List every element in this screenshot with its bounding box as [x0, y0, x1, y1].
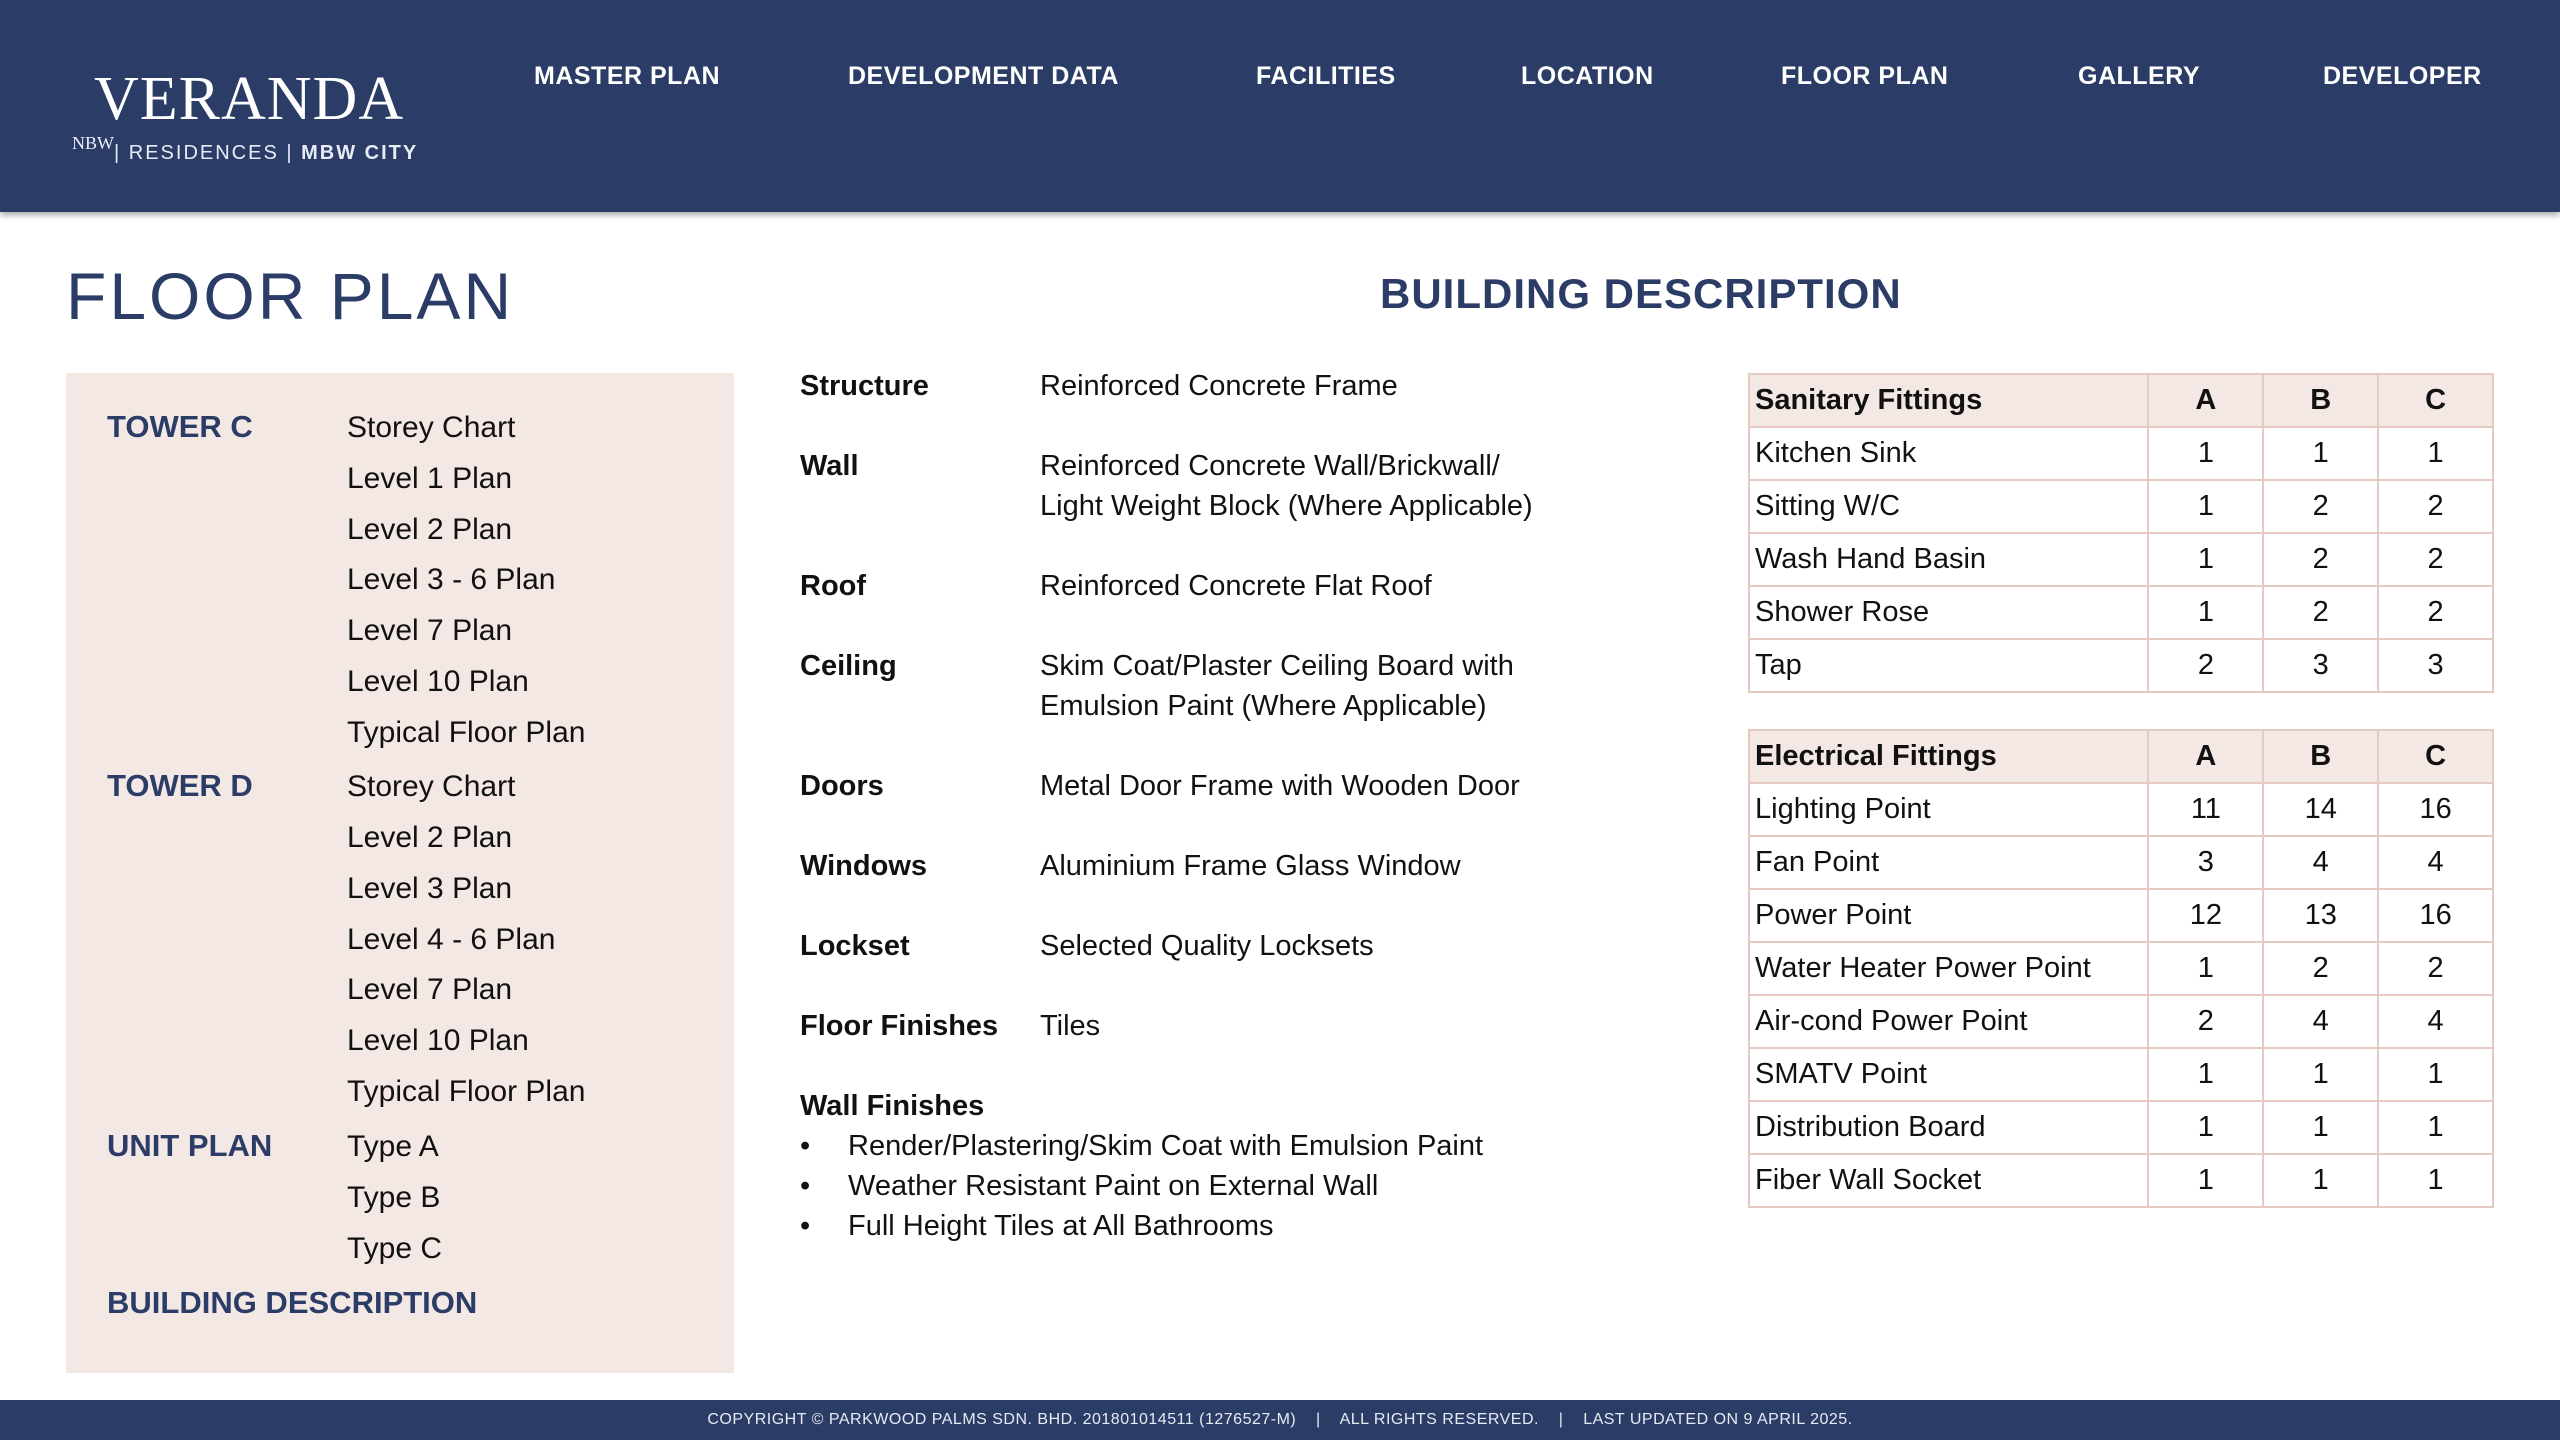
site-footer: [0, 1400, 2560, 1440]
table-row: [1749, 836, 2493, 889]
desc-label-wall: Wall: [800, 450, 859, 482]
sidebar-heading-building-description[interactable]: BUILDING DESCRIPTION: [107, 1285, 478, 1320]
table-cell: 1: [2263, 427, 2378, 480]
table-cell: 16: [2378, 783, 2493, 836]
table-cell: 4: [2378, 995, 2493, 1048]
table-cell: Fan Point: [1749, 836, 2148, 889]
table-cell: 1: [2148, 427, 2263, 480]
table-cell: Sitting W/C: [1749, 480, 2148, 533]
table-header-cell: C: [2378, 730, 2493, 783]
table-cell: 11: [2148, 783, 2263, 836]
table-cell: 4: [2378, 836, 2493, 889]
wall-finish-text: Render/Plastering/Skim Coat with Emulsion Paint: [848, 1130, 1484, 1162]
table-header-cell: A: [2148, 730, 2263, 783]
table-cell: 2: [2378, 942, 2493, 995]
sidebar-link-tower-d-level-2[interactable]: Level 2 Plan: [347, 821, 513, 854]
table-header-row: [1749, 730, 2493, 783]
table-cell: SMATV Point: [1749, 1048, 2148, 1101]
section-title: BUILDING DESCRIPTION: [1380, 270, 1902, 317]
table-row: [1749, 995, 2493, 1048]
table-cell: Water Heater Power Point: [1749, 942, 2148, 995]
copyright-text: COPYRIGHT © PARKWOOD PALMS SDN. BHD. 201801014511 (1276527-M) | ALL RIGHTS RESERVED. | LAST UPDATED ON 9 APRIL 2025.: [707, 1411, 1853, 1428]
table-cell: 1: [2378, 427, 2493, 480]
table-cell: 2: [2263, 480, 2378, 533]
table-cell: 3: [2148, 836, 2263, 889]
nav-location[interactable]: LOCATION: [1521, 62, 1654, 90]
floor-plan-sidebar: [66, 373, 734, 1373]
sidebar-heading-tower-d[interactable]: TOWER D: [107, 768, 253, 803]
table-cell: Fiber Wall Socket: [1749, 1154, 2148, 1207]
desc-label-floor-finishes: Floor Finishes: [800, 1010, 999, 1042]
desc-label-roof: Roof: [800, 570, 867, 602]
sidebar-link-tower-c-level-2[interactable]: Level 2 Plan: [347, 513, 513, 546]
table-row: [1749, 427, 2493, 480]
table-row: [1749, 480, 2493, 533]
sidebar-link-tower-c-storey-chart[interactable]: Storey Chart: [347, 411, 516, 444]
desc-label-lockset: Lockset: [800, 930, 910, 962]
desc-label-ceiling: Ceiling: [800, 650, 897, 682]
table-header-cell: C: [2378, 374, 2493, 427]
page-title: FLOOR PLAN: [66, 259, 515, 333]
table-header-cell: Sanitary Fittings: [1749, 374, 2148, 427]
sidebar-link-tower-c-level-7[interactable]: Level 7 Plan: [347, 614, 513, 647]
table-row: [1749, 942, 2493, 995]
table-cell: 1: [2148, 942, 2263, 995]
sidebar-link-tower-d-level-7[interactable]: Level 7 Plan: [347, 973, 513, 1006]
table-row: [1749, 639, 2493, 692]
table-cell: 2: [2263, 586, 2378, 639]
table-cell: 2: [2378, 586, 2493, 639]
bullet-icon: •: [800, 1210, 811, 1242]
main-nav: [534, 62, 2494, 98]
desc-value-ceiling: Skim Coat/Plaster Ceiling Board with: [1040, 650, 1514, 682]
table-cell: 4: [2263, 836, 2378, 889]
wall-finish-text: Weather Resistant Paint on External Wall: [848, 1170, 1379, 1202]
veranda-logo[interactable]: [72, 62, 432, 182]
table-row: [1749, 1101, 2493, 1154]
table-row: [1749, 783, 2493, 836]
table-cell: Distribution Board: [1749, 1101, 2148, 1154]
sidebar-link-tower-c-level-3-6[interactable]: Level 3 - 6 Plan: [347, 563, 556, 596]
desc-value-doors: Metal Door Frame with Wooden Door: [1040, 770, 1520, 802]
sidebar-link-tower-d-typical[interactable]: Typical Floor Plan: [347, 1075, 586, 1108]
wall-finish-item: [800, 1130, 1483, 1163]
table-cell: Air-cond Power Point: [1749, 995, 2148, 1048]
site-header: [0, 0, 2560, 212]
table-cell: 2: [2148, 639, 2263, 692]
sidebar-link-tower-c-level-1[interactable]: Level 1 Plan: [347, 462, 513, 495]
sidebar-heading-unit-plan[interactable]: UNIT PLAN: [107, 1128, 273, 1163]
table-cell: 1: [2263, 1154, 2378, 1207]
sidebar-link-type-a[interactable]: Type A: [347, 1130, 439, 1163]
desc-label-doors: Doors: [800, 770, 884, 802]
sidebar-link-type-b[interactable]: Type B: [347, 1181, 441, 1214]
table-cell: 12: [2148, 889, 2263, 942]
nav-facilities[interactable]: FACILITIES: [1256, 62, 1396, 90]
desc-value-lockset: Selected Quality Locksets: [1040, 930, 1374, 962]
table-cell: 2: [2148, 995, 2263, 1048]
bullet-icon: •: [800, 1130, 811, 1162]
table-cell: 2: [2263, 533, 2378, 586]
table-cell: 1: [2378, 1154, 2493, 1207]
table-row: [1749, 1154, 2493, 1207]
table-cell: 1: [2263, 1048, 2378, 1101]
sidebar-link-tower-d-level-3[interactable]: Level 3 Plan: [347, 872, 513, 905]
desc-value-wall: Reinforced Concrete Wall/Brickwall/: [1040, 450, 1500, 482]
desc-value-floor-finishes: Tiles: [1040, 1010, 1101, 1042]
nav-developer[interactable]: DEVELOPER: [2323, 62, 2482, 90]
table-cell: 1: [2378, 1048, 2493, 1101]
bullet-icon: •: [800, 1170, 811, 1202]
table-header-cell: B: [2263, 374, 2378, 427]
desc-value-roof: Reinforced Concrete Flat Roof: [1040, 570, 1432, 602]
desc-value-wall-line2: Light Weight Block (Where Applicable): [1040, 490, 1533, 522]
logo-monogram: NBW: [72, 133, 114, 153]
desc-value-ceiling-line2: Emulsion Paint (Where Applicable): [1040, 690, 1487, 722]
sidebar-link-tower-c-typical[interactable]: Typical Floor Plan: [347, 716, 586, 749]
logo-sub-left: RESIDENCES: [128, 142, 279, 164]
table-cell: Wash Hand Basin: [1749, 533, 2148, 586]
sidebar-link-tower-c-level-10[interactable]: Level 10 Plan: [347, 665, 529, 698]
table-cell: 4: [2263, 995, 2378, 1048]
desc-label-windows: Windows: [800, 850, 928, 882]
table-cell: 14: [2263, 783, 2378, 836]
table-cell: 1: [2148, 480, 2263, 533]
table-cell: Kitchen Sink: [1749, 427, 2148, 480]
table-cell: 1: [2263, 1101, 2378, 1154]
table-cell: Lighting Point: [1749, 783, 2148, 836]
table-cell: 1: [2148, 1101, 2263, 1154]
table-header-cell: Electrical Fittings: [1749, 730, 2148, 783]
table-row: [1749, 533, 2493, 586]
sidebar-heading-tower-c[interactable]: TOWER C: [107, 409, 253, 444]
table-header-row: [1749, 374, 2493, 427]
sidebar-link-tower-d-storey-chart[interactable]: Storey Chart: [347, 770, 516, 803]
nav-floor-plan[interactable]: FLOOR PLAN: [1781, 62, 1949, 90]
nav-development-data[interactable]: DEVELOPMENT DATA: [848, 62, 1119, 90]
sidebar-link-type-c[interactable]: Type C: [347, 1232, 443, 1265]
table-header-cell: B: [2263, 730, 2378, 783]
table-cell: 13: [2263, 889, 2378, 942]
table-cell: Power Point: [1749, 889, 2148, 942]
wall-finish-item: [800, 1170, 1378, 1203]
table-cell: 1: [2148, 586, 2263, 639]
desc-value-windows: Aluminium Frame Glass Window: [1040, 850, 1461, 882]
logo-wordmark: VERANDA: [94, 65, 405, 133]
table-cell: 16: [2378, 889, 2493, 942]
table-cell: 1: [2148, 1154, 2263, 1207]
table-header-cell: A: [2148, 374, 2263, 427]
desc-label-wall-finishes: Wall Finishes: [800, 1090, 985, 1122]
wall-finish-text: Full Height Tiles at All Bathrooms: [848, 1210, 1274, 1242]
table-cell: 2: [2378, 533, 2493, 586]
logo-sub-right: MBW CITY: [301, 142, 419, 164]
table-cell: Tap: [1749, 639, 2148, 692]
table-cell: 2: [2263, 942, 2378, 995]
table-row: [1749, 586, 2493, 639]
table-row: [1749, 889, 2493, 942]
desc-label-structure: Structure: [800, 370, 929, 402]
wall-finish-item: [800, 1210, 1274, 1243]
table-cell: 3: [2378, 639, 2493, 692]
nav-master-plan[interactable]: MASTER PLAN: [534, 62, 721, 90]
table-cell: 1: [2378, 1101, 2493, 1154]
table-row: [1749, 1048, 2493, 1101]
table-cell: Shower Rose: [1749, 586, 2148, 639]
electrical-fittings-table: [1748, 729, 2494, 1208]
sidebar-link-tower-d-level-4-6[interactable]: Level 4 - 6 Plan: [347, 923, 556, 956]
sidebar-link-tower-d-level-10[interactable]: Level 10 Plan: [347, 1024, 529, 1057]
table-cell: 1: [2148, 533, 2263, 586]
table-cell: 2: [2378, 480, 2493, 533]
logo-subtitle: | RESIDENCES | MBW CITY: [114, 142, 419, 164]
table-cell: 1: [2148, 1048, 2263, 1101]
sanitary-fittings-table: [1748, 373, 2494, 693]
table-cell: 3: [2263, 639, 2378, 692]
nav-gallery[interactable]: GALLERY: [2078, 62, 2201, 90]
desc-value-structure: Reinforced Concrete Frame: [1040, 370, 1398, 402]
